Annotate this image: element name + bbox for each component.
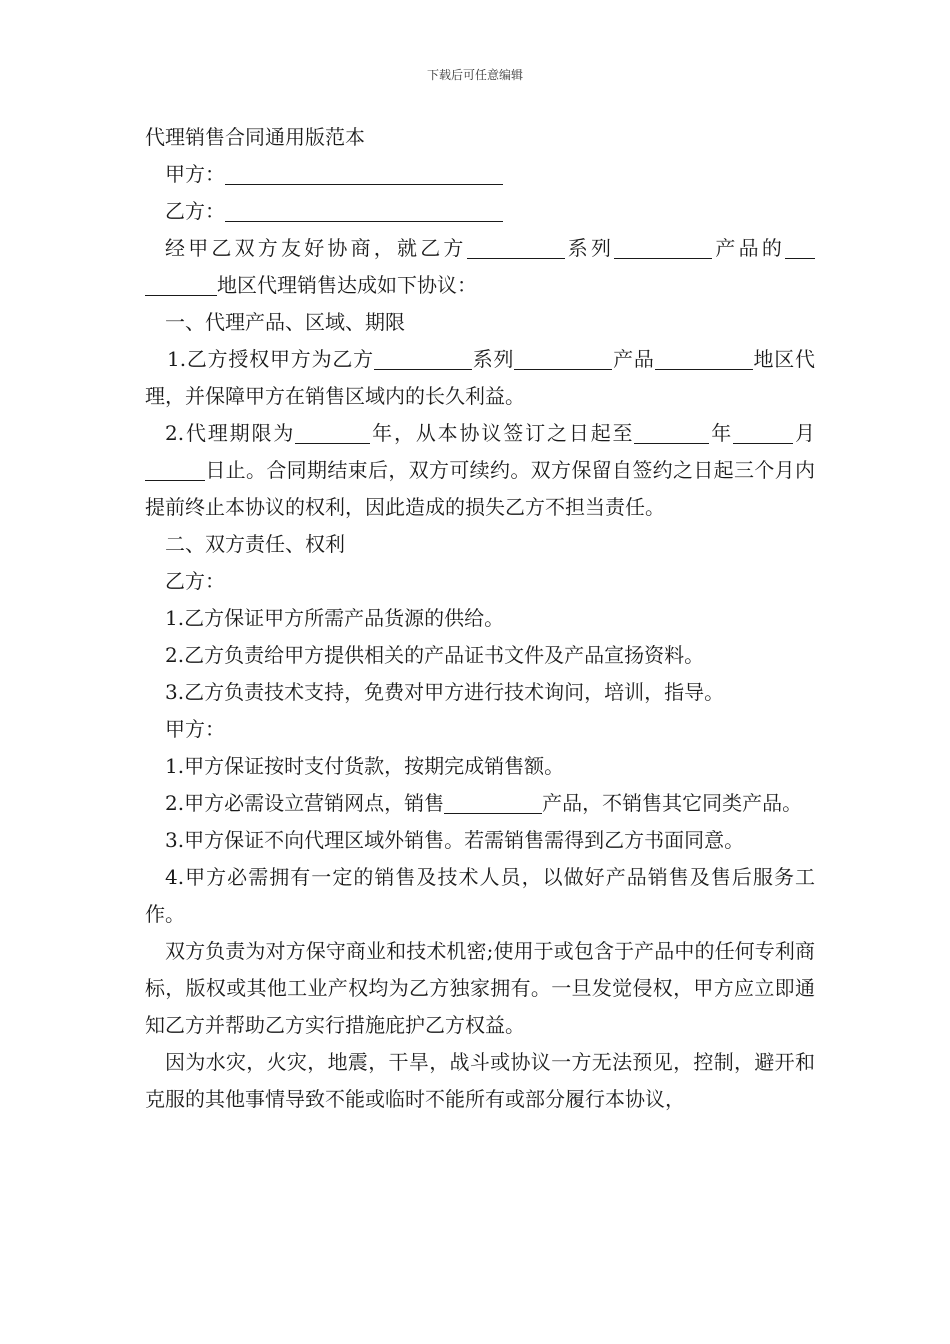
- s1-item1-text-3: 产品: [612, 347, 655, 371]
- intro-text-4: 地区代理销售达成如下协议：: [217, 273, 477, 297]
- blank-field: [614, 236, 712, 259]
- s1-item2-text-3: 年: [709, 421, 734, 445]
- party-b-line: [145, 193, 815, 230]
- page-header: 下载后可任意编辑: [426, 68, 523, 82]
- confidentiality-paragraph: 双方负责为对方保守商业和技术机密;使用于或包含于产品中的任何专利商标，版权或其他工业产权均为乙方独家拥有。一旦发觉侵权，甲方应立即通知乙方并帮助乙方实行措施庇护乙方权益。: [145, 939, 815, 1037]
- blank-field: [444, 791, 542, 814]
- s1-item2-text-4: 月: [793, 421, 815, 445]
- section-2-a-item-2: [145, 785, 815, 822]
- intro-text-2: 系列: [564, 236, 615, 260]
- s1-item1-text-1: 1.乙方授权甲方为乙方: [167, 347, 374, 371]
- intro-paragraph: [145, 230, 815, 304]
- party-a-line: [145, 156, 815, 193]
- section-2-party-b-label: 乙方：: [165, 569, 225, 593]
- intro-text-1: 经甲乙双方友好协商，就乙方: [165, 236, 467, 260]
- force-majeure-paragraph: 因为水灾，火灾，地震，干旱，战斗或协议一方无法预见，控制，避开和克服的其他事情导致不能或临时不能所有或部分履行本协议，: [145, 1050, 815, 1111]
- party-a-label: 甲方：: [165, 162, 225, 186]
- s2-a-item2-text-1: 2.甲方必需设立营销网点，销售: [165, 791, 445, 815]
- blank-field: [785, 236, 815, 259]
- s1-item2-text-2: 年，从本协议签订之日起至: [370, 421, 635, 445]
- section-2-heading: 二、双方责任、权利: [165, 532, 345, 556]
- s1-item1-text-2: 系列: [471, 347, 515, 371]
- section-1-heading: 一、代理产品、区域、期限: [165, 310, 405, 334]
- party-b-blank: [225, 199, 503, 222]
- s2-a-item2-text-2: 产品，不销售其它同类产品。: [542, 791, 803, 815]
- section-2-a-item-1: 1.甲方保证按时支付货款，按期完成销售额。: [165, 754, 565, 778]
- blank-field: [295, 421, 370, 444]
- section-2-b-item-2: 2.乙方负责给甲方提供相关的产品证书文件及产品宣扬资料。: [165, 643, 705, 667]
- section-2-party-a-label: 甲方：: [165, 717, 225, 741]
- blank-field: [374, 347, 472, 370]
- blank-field: [634, 421, 709, 444]
- blank-field: [467, 236, 565, 259]
- section-2-b-item-3: 3.乙方负责技术支持，免费对甲方进行技术询问，培训，指导。: [165, 680, 725, 704]
- section-2-b-item-1: 1.乙方保证甲方所需产品货源的供给。: [165, 606, 505, 630]
- blank-field: [145, 273, 217, 296]
- section-2-a-item-4: 4.甲方必需拥有一定的销售及技术人员，以做好产品销售及售后服务工作。: [145, 865, 815, 926]
- party-b-label: 乙方：: [165, 199, 225, 223]
- blank-field: [655, 347, 753, 370]
- s1-item2-text-5: 日止。合同期结束后，双方可续约。双方保留自签约之日起三个月内提前终止本协议的权利，因此造成的损失乙方不担当责任。: [145, 458, 815, 519]
- section-1-item-1: [145, 341, 815, 415]
- s1-item2-text-1: 2.代理期限为: [165, 421, 296, 445]
- document-title: 代理销售合同通用版范本: [145, 125, 365, 149]
- section-2-a-item-3: 3.甲方保证不向代理区域外销售。若需销售需得到乙方书面同意。: [165, 828, 745, 852]
- party-a-blank: [225, 162, 503, 185]
- blank-field: [514, 347, 612, 370]
- document-body: [145, 119, 815, 1118]
- intro-text-3: 产品的: [712, 236, 786, 260]
- s1-item1-text-4: 地区代理，并保障甲方在销售区域内的长久利益。: [145, 347, 816, 408]
- section-1-item-2: [145, 415, 815, 526]
- blank-field: [733, 421, 793, 444]
- blank-field: [145, 458, 205, 481]
